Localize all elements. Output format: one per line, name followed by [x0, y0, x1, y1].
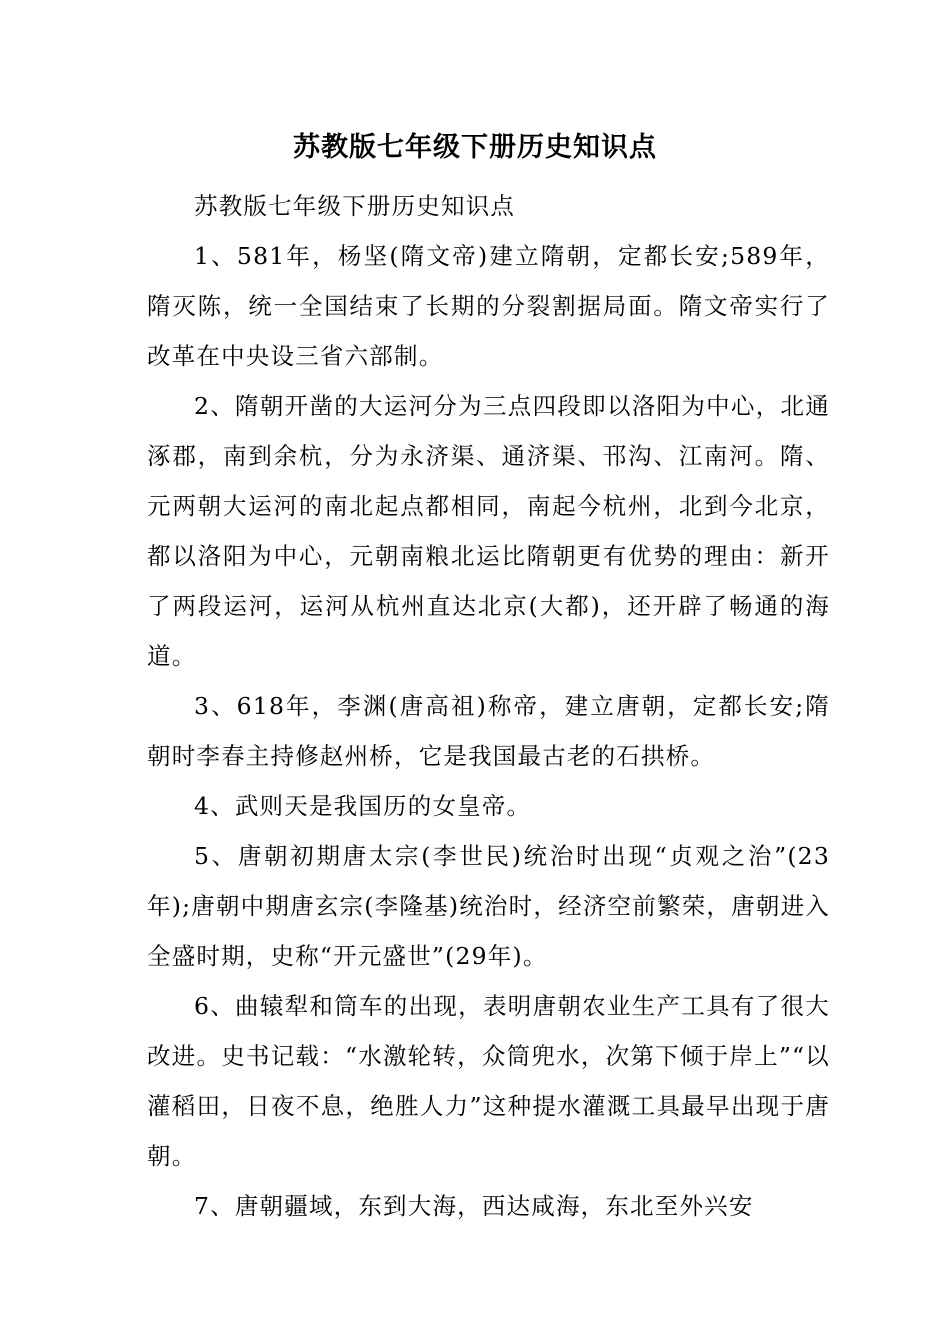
paragraph-2: 2、隋朝开凿的大运河分为三点四段即以洛阳为中心，北通涿郡，南到余杭，分为永济渠、通济渠、邗沟、江南河。隋、元两朝大运河的南北起点都相同，南起今杭州，北到今北京，都以洛阳为中心，元朝南粮北运比隋朝更有优势的理由：新开了两段运河，运河从杭州直达北京(大都)，还开辟了畅通的海道。	[147, 392, 830, 670]
document-body	[147, 181, 830, 1231]
paragraph-3: 3、618年，李渊(唐高祖)称帝，建立唐朝，定都长安;隋朝时李春主持修赵州桥，它是我国最古老的石拱桥。	[147, 692, 830, 770]
paragraph-1: 1、581年，杨坚(隋文帝)建立隋朝，定都长安;589年，隋灭陈，统一全国结束了长期的分裂割据局面。隋文帝实行了改革在中央设三省六部制。	[147, 242, 830, 370]
paragraph-4: 4、武则天是我国历的女皇帝。	[194, 792, 532, 820]
paragraph-5: 5、唐朝初期唐太宗(李世民)统治时出现“贞观之治”(23年);唐朝中期唐玄宗(李隆基)统治时，经济空前繁荣，唐朝进入全盛时期，史称“开元盛世”(29年)。	[147, 842, 830, 970]
paragraph-7: 7、唐朝疆域，东到大海，西达咸海，东北至外兴安	[194, 1192, 754, 1220]
page-title: 苏教版七年级下册历史知识点	[293, 132, 657, 163]
paragraph-6: 6、曲辕犁和筒车的出现，表明唐朝农业生产工具有了很大改进。史书记载：“水激轮转，众筒兜水，次第下倾于岸上”“以灌稻田，日夜不息，绝胜人力”这种提水灌溉工具最早出现于唐朝。	[147, 992, 830, 1170]
paragraph-intro: 苏教版七年级下册历史知识点	[194, 192, 516, 220]
